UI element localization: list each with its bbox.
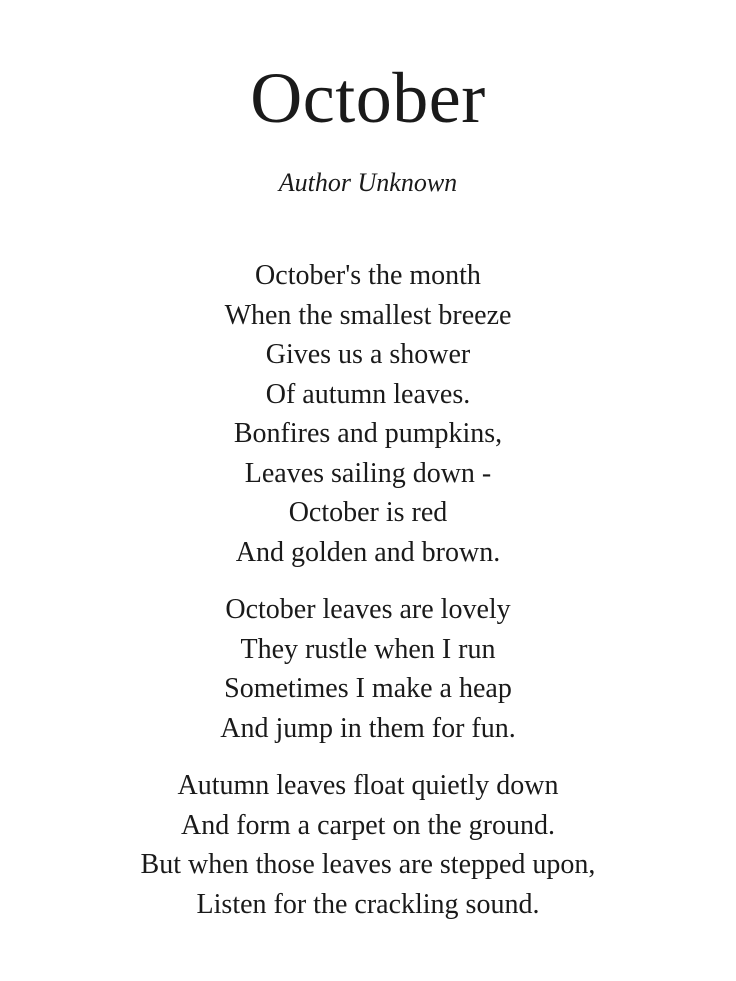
poem-line: Bonfires and pumpkins,	[233, 418, 503, 449]
poem-line: Listen for the crackling sound.	[196, 888, 540, 920]
poem-line: Sometimes I make a heap	[224, 673, 512, 704]
poem-line: But when those leaves are stepped upon,	[140, 849, 596, 880]
poem-line: And golden and brown.	[235, 536, 501, 568]
poem-line: October's the month	[255, 260, 481, 291]
poem-line: They rustle when I run	[240, 633, 496, 665]
stanza-3	[0, 766, 736, 924]
stanza-2	[0, 590, 736, 748]
poem-line: October is red	[288, 497, 448, 528]
poem-line: And form a carpet on the ground.	[181, 809, 555, 841]
stanza-1	[0, 256, 736, 572]
poem-line: October leaves are lovely	[225, 594, 511, 625]
poem-line: Leaves sailing down -	[244, 457, 492, 489]
poem-line: Of autumn leaves.	[265, 378, 471, 410]
poem-title: October	[250, 58, 486, 138]
poem-line: And jump in them for fun.	[220, 712, 516, 744]
poem-line: Autumn leaves float quietly down	[177, 770, 559, 801]
poem-line: When the smallest breeze	[224, 299, 512, 331]
poem-author: Author Unknown	[278, 168, 458, 197]
poem-line: Gives us a shower	[265, 339, 471, 370]
